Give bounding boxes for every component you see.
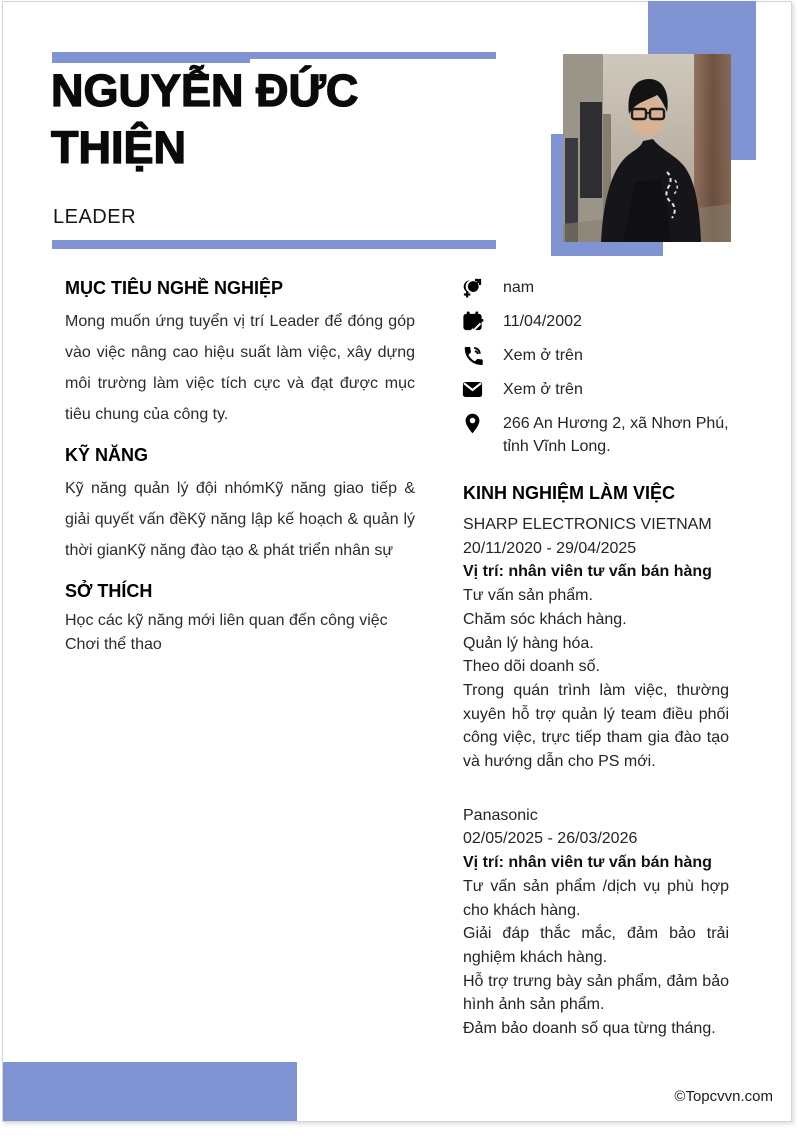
experience-job <box>463 804 729 1041</box>
profile-photo-illustration <box>563 54 731 242</box>
job-duty: Quản lý hàng hóa. <box>463 634 594 652</box>
skills-text: Kỹ năng quản lý đội nhómKỹ năng giao tiếp & giải quyết vấn đềKỹ năng lập kế hoạch & quản lý thời gianKỹ năng đào tạo & phát triển nhân sự <box>65 480 415 559</box>
contact-row-address <box>461 412 757 458</box>
objective-heading: MỤC TIÊU NGHỀ NGHIỆP <box>65 278 284 298</box>
gender-value: nam <box>503 279 535 296</box>
candidate-name-line2: THIỆN <box>51 122 186 173</box>
job-company: Panasonic <box>463 806 538 824</box>
experience-heading: KINH NGHIỆM LÀM VIỆC <box>463 483 676 503</box>
skills-heading: KỸ NĂNG <box>65 445 149 465</box>
calendar-icon <box>461 310 484 333</box>
job-duty: Đảm bảo doanh số qua từng tháng. <box>463 1020 716 1038</box>
job-duty: Giải đáp thắc mắc, đảm bảo trải nghiệm khách hàng. <box>463 925 729 966</box>
phone-icon <box>461 344 484 367</box>
contact-info <box>461 276 757 458</box>
candidate-role: LEADER <box>53 206 137 228</box>
job-duty: Tư vấn sản phẩm /dịch vụ phù hợp cho khách hàng. <box>463 877 729 919</box>
job-company: SHARP ELECTRONICS VIETNAM <box>463 516 712 533</box>
profile-photo <box>563 54 731 242</box>
location-icon <box>461 412 484 435</box>
gender-icon <box>461 276 484 299</box>
job-duty: Theo dõi doanh số. <box>463 658 600 676</box>
job-period: 20/11/2020 - 29/04/2025 <box>463 539 637 557</box>
candidate-name <box>51 62 531 176</box>
job-duty: Trong quán trình làm việc, thường xuyên hỗ trợ quản lý team điều phối công việc, trực tiếp tham gia đào tạo và hướng dẫn cho PS mới. <box>463 681 729 771</box>
hobby-item: Chơi thể thao <box>65 635 162 653</box>
address-value: 266 An Hương 2, xã Nhơn Phú, tỉnh Vĩnh Long. <box>503 415 729 455</box>
contact-row-email <box>461 378 757 401</box>
email-value: Xem ở trên <box>503 381 583 398</box>
contact-row-phone <box>461 344 757 367</box>
contact-row-gender <box>461 276 757 299</box>
left-column <box>65 278 415 656</box>
header-bottom-bar <box>52 240 496 249</box>
hobby-item: Học các kỹ năng mới liên quan đến công việc <box>65 612 388 629</box>
experience-section <box>463 483 729 1041</box>
job-period: 02/05/2025 - 26/03/2026 <box>463 830 638 848</box>
job-duty: Tư vấn sản phẩm. <box>463 587 593 605</box>
copyright-text: ©Topcvvn.com <box>674 1088 773 1105</box>
birthday-value: 11/04/2002 <box>503 313 582 330</box>
objective-text: Mong muốn ứng tuyển vị trí Leader để đóng góp vào việc nâng cao hiệu suất làm việc, xây dựng môi trường làm việc tích cực và đạt được mục tiêu chung của công ty. <box>65 313 415 423</box>
contact-row-birthday <box>461 310 757 333</box>
footer-accent-block <box>3 1062 297 1121</box>
job-position: Vị trí: nhân viên tư vấn bán hàng <box>463 563 712 581</box>
job-duty: Chăm sóc khách hàng. <box>463 610 627 628</box>
header-top-bar-right <box>250 52 496 59</box>
experience-job <box>463 513 729 774</box>
hobbies-heading: SỞ THÍCH <box>65 581 153 601</box>
phone-value: Xem ở trên <box>503 347 583 364</box>
job-duty: Hỗ trợ trưng bày sản phẩm, đảm bảo hình ảnh sản phẩm. <box>463 972 729 1014</box>
cv-page <box>2 1 792 1122</box>
email-icon <box>461 378 484 401</box>
candidate-name-line1: NGUYỄN ĐỨC <box>51 65 359 116</box>
job-position: Vị trí: nhân viên tư vấn bán hàng <box>463 854 712 872</box>
